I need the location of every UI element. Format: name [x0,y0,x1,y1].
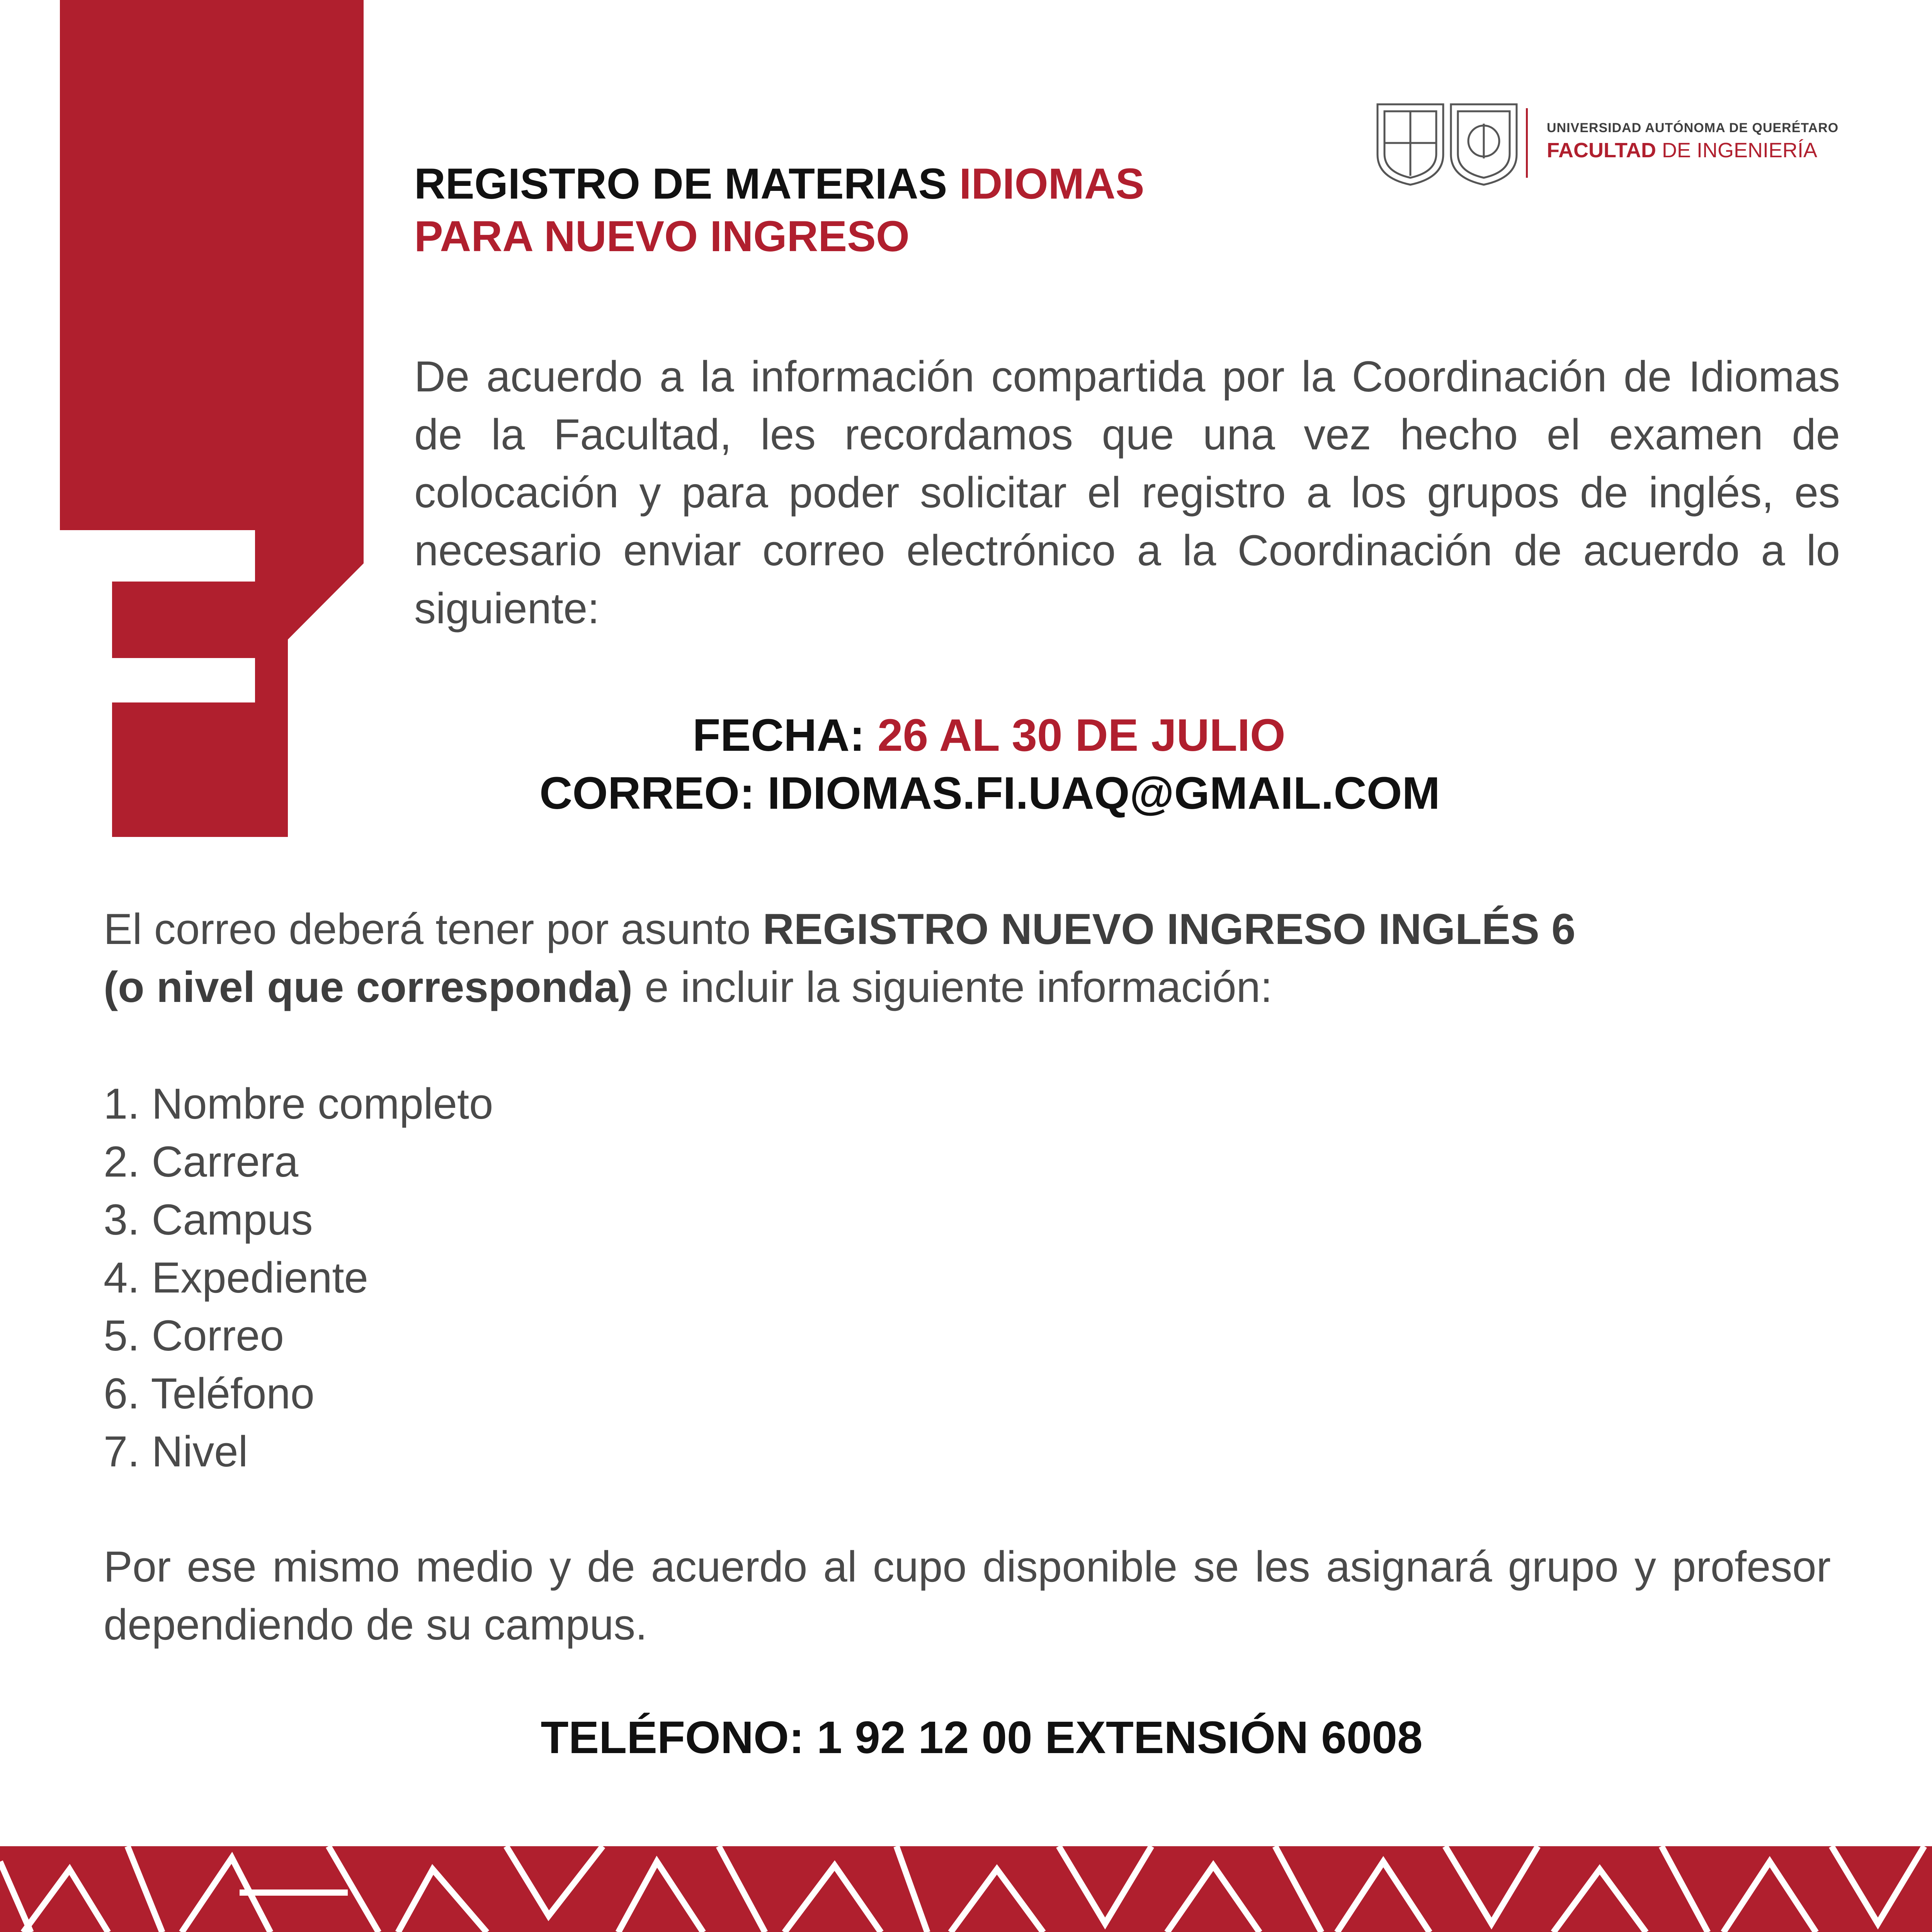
list-item: 1. Nombre completo [104,1080,493,1128]
email-line [0,764,1932,822]
title-line2: PARA NUEVO INGRESO [414,212,910,260]
list-item: 6. Teléfono [104,1369,315,1418]
list-item: 4. Expediente [104,1253,368,1302]
intro-paragraph: De acuerdo a la información compartida por la Coordinación de Idiomas de la Facultad, les recordamos que una vez hecho el examen de colocación y para poder solicitar el registro a los grupos de inglés, es necesario enviar correo electrónico a la Coordinación de acuerdo a lo siguiente: [414,352,1840,633]
university-name: UNIVERSIDAD AUTÓNOMA DE QUERÉTARO [1547,121,1839,135]
email-label: CORREO: [539,768,768,819]
required-info-list [104,1075,493,1481]
subject-note: (o nivel que corresponda) [104,963,633,1011]
closing-paragraph: Por ese mismo medio y de acuerdo al cupo disponible se les asignará grupo y profesor dependiendo de su campus. [104,1543,1831,1649]
institution-header-logo [1370,97,1857,189]
decorative-pattern-band [0,1846,1932,1932]
subject-instructions: El correo deberá tener por asunto REGISTRO NUEVO INGRESO INGLÉS 6 (o nivel que corresponda) e incluir la siguiente información: [104,905,1576,1011]
date-label: FECHA: [692,710,878,761]
phone-line: TELÉFONO: 1 92 12 00 EXTENSIÓN 6008 [541,1712,1423,1763]
date-value: 26 AL 30 DE JULIO [877,710,1286,761]
subject-bold: REGISTRO NUEVO INGRESO INGLÉS 6 [762,905,1576,953]
date-line [0,706,1932,764]
university-seals-icon [1370,97,1532,189]
faculty-name: FACULTAD DE INGENIERÍA [1547,139,1818,162]
title-line1-red: IDIOMAS [959,160,1145,208]
list-item: 2. Carrera [104,1138,299,1186]
title-line1-black: REGISTRO DE MATERIAS [414,160,959,208]
list-item: 5. Correo [104,1311,284,1360]
list-item: 3. Campus [104,1196,313,1244]
email-value: IDIOMAS.FI.UAQ@GMAIL.COM [767,768,1440,819]
list-item: 7. Nivel [104,1427,248,1476]
page-title [414,158,1145,263]
